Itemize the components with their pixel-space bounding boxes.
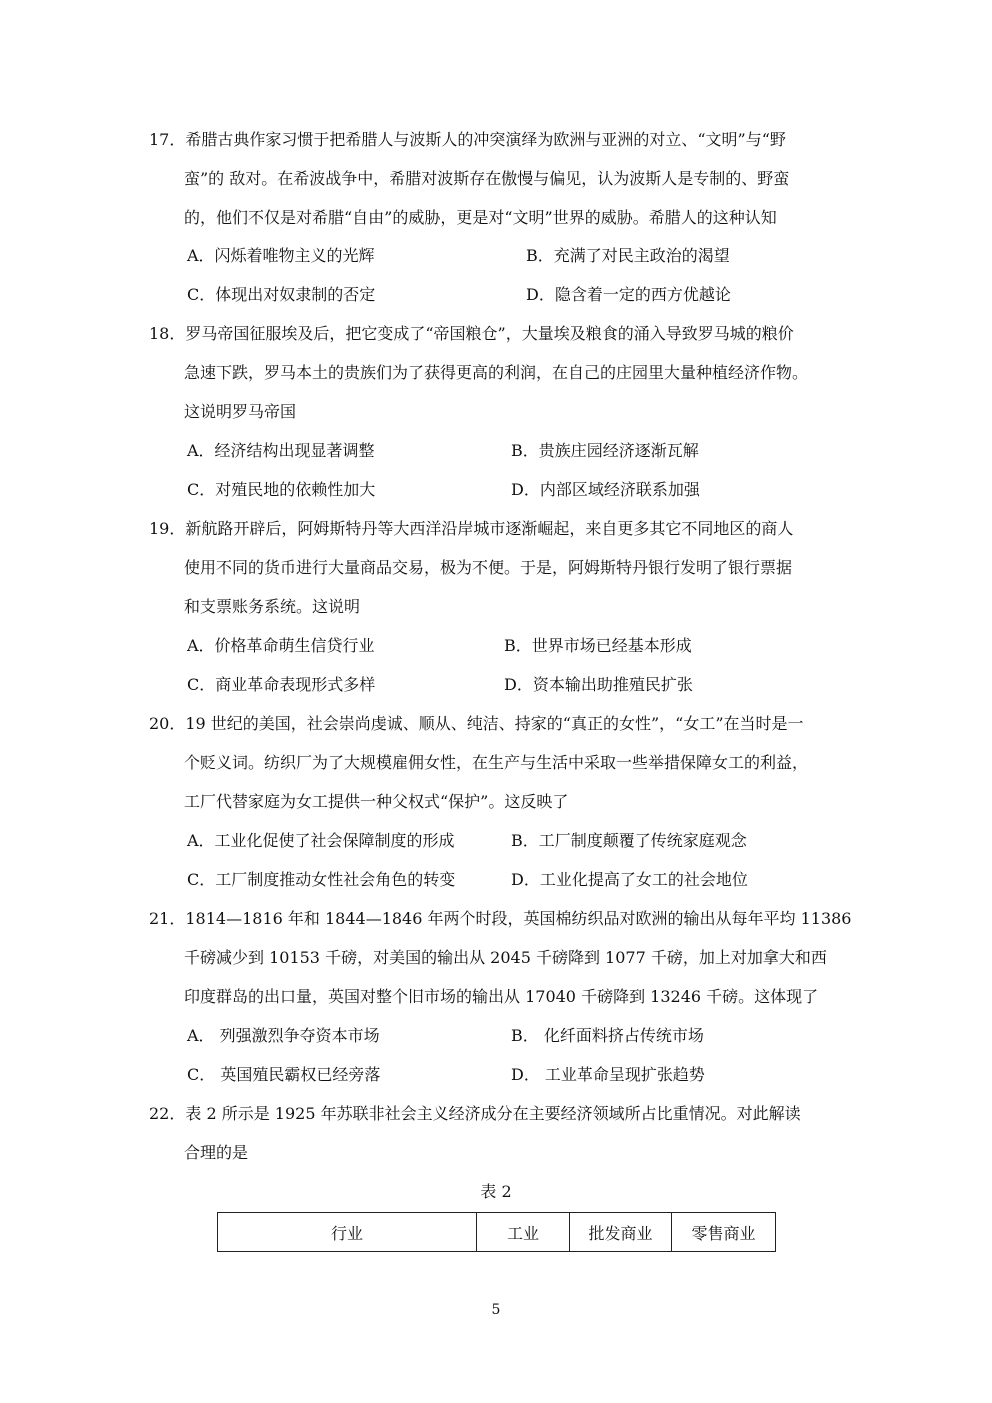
question-21-option-d[interactable]: D． 工业革命呈现扩张趋势 bbox=[511, 1065, 705, 1084]
question-17-option-a[interactable]: A．闪烁着唯物主义的光辉 bbox=[187, 246, 375, 265]
question-20-option-c[interactable]: C．工厂制度推动女性社会角色的转变 bbox=[187, 870, 456, 889]
question-18-line-3: 这说明罗马帝国 bbox=[184, 402, 297, 421]
question-19-line-2: 使用不同的货币进行大量商品交易，极为不便。于是，阿姆斯特丹银行发明了银行票据 bbox=[184, 558, 793, 577]
question-17-option-d[interactable]: D．隐含着一定的西方优越论 bbox=[526, 285, 731, 304]
table-header-row bbox=[218, 1213, 776, 1252]
question-20-option-b[interactable]: B．工厂制度颠覆了传统家庭观念 bbox=[511, 831, 747, 850]
question-18-line-2: 急速下跌，罗马本土的贵族们为了获得更高的利润，在自己的庄园里大量种植经济作物。 bbox=[184, 363, 809, 382]
question-17-option-c[interactable]: C．体现出对奴隶制的否定 bbox=[187, 285, 376, 304]
question-21-line-2: 千磅减少到 10153 千磅，对美国的输出从 2045 千磅降到 1077 千磅，加上对加拿大和西 bbox=[184, 948, 827, 967]
question-19-line-3: 和支票账务系统。这说明 bbox=[184, 597, 361, 616]
question-18-option-c[interactable]: C．对殖民地的依赖性加大 bbox=[187, 480, 376, 499]
question-22-line-2: 合理的是 bbox=[184, 1143, 249, 1162]
question-18-option-b[interactable]: B．贵族庄园经济逐渐瓦解 bbox=[511, 441, 699, 460]
question-20-option-d[interactable]: D．工业化提高了女工的社会地位 bbox=[511, 870, 748, 889]
question-21-option-b[interactable]: B． 化纤面料挤占传统市场 bbox=[511, 1026, 704, 1045]
table-header-cell: 零售商业 bbox=[672, 1213, 776, 1252]
question-21-option-a[interactable]: A． 列强激烈争夺资本市场 bbox=[187, 1026, 380, 1045]
page-number: 5 bbox=[491, 1302, 501, 1318]
question-18-option-a[interactable]: A．经济结构出现显著调整 bbox=[187, 441, 375, 460]
table-header-cell: 工业 bbox=[477, 1213, 570, 1252]
question-20-line-1: 20．19 世纪的美国，社会崇尚虔诚、顺从、纯洁、持家的“真正的女性”，“女工”在当时是一 bbox=[149, 714, 804, 733]
question-18-option-d[interactable]: D．内部区域经济联系加强 bbox=[511, 480, 700, 499]
question-22-line-1: 22．表 2 所示是 1925 年苏联非社会主义经济成分在主要经济领域所占比重情况。对此解读 bbox=[149, 1104, 801, 1123]
question-18-line-1: 18．罗马帝国征服埃及后，把它变成了“帝国粮仓”，大量埃及粮食的涌入导致罗马城的粮价 bbox=[149, 324, 794, 343]
question-19-option-b[interactable]: B．世界市场已经基本形成 bbox=[504, 636, 692, 655]
question-19-line-1: 19．新航路开辟后，阿姆斯特丹等大西洋沿岸城市逐渐崛起，来自更多其它不同地区的商人 bbox=[149, 519, 794, 538]
question-19-option-d[interactable]: D．资本输出助推殖民扩张 bbox=[504, 675, 693, 694]
data-table bbox=[217, 1212, 776, 1252]
table-header-cell: 行业 bbox=[218, 1213, 477, 1252]
table-header-cell: 批发商业 bbox=[570, 1213, 672, 1252]
question-20-line-3: 工厂代替家庭为女工提供一种父权式“保护”。这反映了 bbox=[184, 792, 569, 811]
question-19-option-a[interactable]: A．价格革命萌生信贷行业 bbox=[187, 636, 375, 655]
table-caption: 表 2 bbox=[480, 1182, 512, 1201]
question-21-option-c[interactable]: C． 英国殖民霸权已经旁落 bbox=[187, 1065, 381, 1084]
question-21-line-1: 21．1814—1816 年和 1844—1846 年两个时段，英国棉纺织品对欧洲的输出从每年平均 11386 bbox=[149, 909, 852, 928]
question-20-line-2: 个贬义词。纺织厂为了大规模雇佣女性，在生产与生活中采取一些举措保障女工的利益， bbox=[184, 753, 809, 772]
question-17-line-1: 17．希腊古典作家习惯于把希腊人与波斯人的冲突演绎为欧洲与亚洲的对立、“文明”与“野 bbox=[149, 130, 786, 149]
question-20-option-a[interactable]: A．工业化促使了社会保障制度的形成 bbox=[187, 831, 455, 850]
question-17-option-b[interactable]: B．充满了对民主政治的渴望 bbox=[526, 246, 730, 265]
question-19-option-c[interactable]: C．商业革命表现形式多样 bbox=[187, 675, 376, 694]
question-21-line-3: 印度群岛的出口量，英国对整个旧市场的输出从 17040 千磅降到 13246 千磅。这体现了 bbox=[184, 987, 819, 1006]
question-17-line-2: 蛮”的 敌对。在希波战争中，希腊对波斯存在傲慢与偏见，认为波斯人是专制的、野蛮 bbox=[184, 169, 790, 188]
question-17-line-3: 的，他们不仅是对希腊“自由”的威胁，更是对“文明”世界的威胁。希腊人的这种认知 bbox=[184, 208, 777, 227]
